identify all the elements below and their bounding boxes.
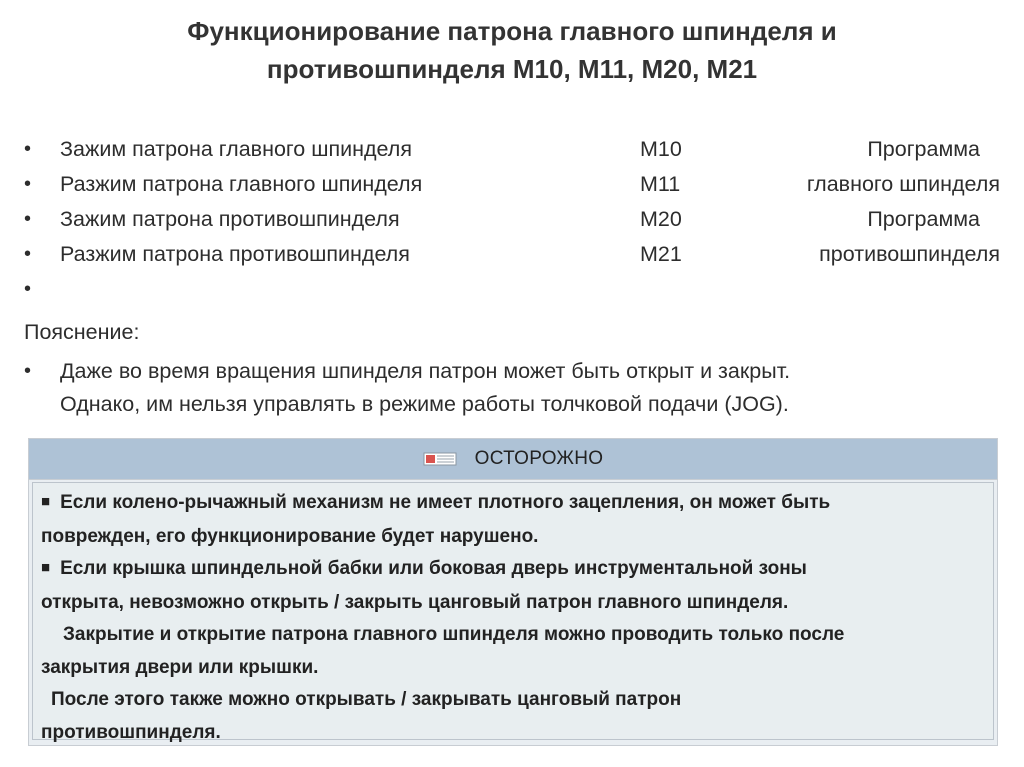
- command-code: М21: [640, 242, 682, 266]
- bullet: •: [24, 360, 32, 382]
- command-program: Программа: [867, 207, 980, 231]
- bullet: •: [24, 173, 32, 195]
- command-row: [0, 167, 1024, 202]
- caution-line: закрытия двери или крышки.: [41, 656, 319, 678]
- square-bullet: ■: [41, 559, 51, 576]
- caution-line: Закрытие и открытие патрона главного шпинделя можно проводить только после: [63, 624, 845, 645]
- command-text: Зажим патрона главного шпинделя: [60, 137, 412, 161]
- caution-line: [41, 553, 993, 587]
- bullet: •: [24, 243, 32, 265]
- bullet: •: [24, 208, 32, 230]
- explanation-line-2: Однако, им нельзя управлять в режиме работы толчковой подачи (JOG).: [60, 392, 789, 416]
- command-program: Программа: [867, 137, 980, 161]
- caution-line: противошпинделя.: [41, 721, 221, 743]
- caution-box: [28, 438, 998, 746]
- caution-text: Если колено-рычажный механизм не имеет плотного зацепления, он может быть: [60, 492, 831, 513]
- explanation-label: Пояснение:: [24, 320, 140, 344]
- command-program: противошпинделя: [819, 242, 1000, 266]
- command-text: Разжим патрона главного шпинделя: [60, 172, 423, 196]
- command-text: Разжим патрона противошпинделя: [60, 242, 410, 266]
- title-line-1: Функционирование патрона главного шпинделя и: [187, 16, 837, 46]
- bullet: •: [24, 138, 32, 160]
- slide-title: [40, 12, 984, 88]
- command-program: главного шпинделя: [806, 172, 1000, 196]
- command-code: М10: [640, 137, 682, 161]
- command-row: [0, 202, 1024, 237]
- command-code: М20: [640, 207, 682, 231]
- caution-line: открыта, невозможно открыть / закрыть цанговый патрон главного шпинделя.: [41, 591, 789, 613]
- caution-line: После этого также можно открывать / закрывать цанговый патрон: [51, 689, 682, 710]
- empty-bullet-row: [0, 272, 1024, 307]
- square-bullet: ■: [41, 493, 51, 510]
- command-text: Зажим патрона противошпинделя: [60, 207, 400, 231]
- caution-line: [41, 487, 993, 521]
- explanation-text: [60, 355, 1000, 421]
- command-row: [0, 237, 1024, 272]
- caution-body: [32, 482, 994, 743]
- document-icon: [423, 452, 457, 466]
- bullet: •: [24, 278, 32, 300]
- caution-header: [29, 439, 997, 480]
- command-row: [0, 132, 1024, 167]
- title-line-2: противошпинделя М10, М11, М20, М21: [266, 54, 758, 84]
- explanation-line-1: Даже во время вращения шпинделя патрон может быть открыт и закрыт.: [60, 359, 791, 383]
- command-code: М11: [640, 172, 681, 196]
- caution-text: Если крышка шпиндельной бабки или боковая дверь инструментальной зоны: [60, 558, 807, 579]
- caution-line: поврежден, его функционирование будет нарушено.: [41, 525, 539, 547]
- command-list: [0, 132, 1024, 307]
- caution-title: ОСТОРОЖНО: [474, 448, 604, 469]
